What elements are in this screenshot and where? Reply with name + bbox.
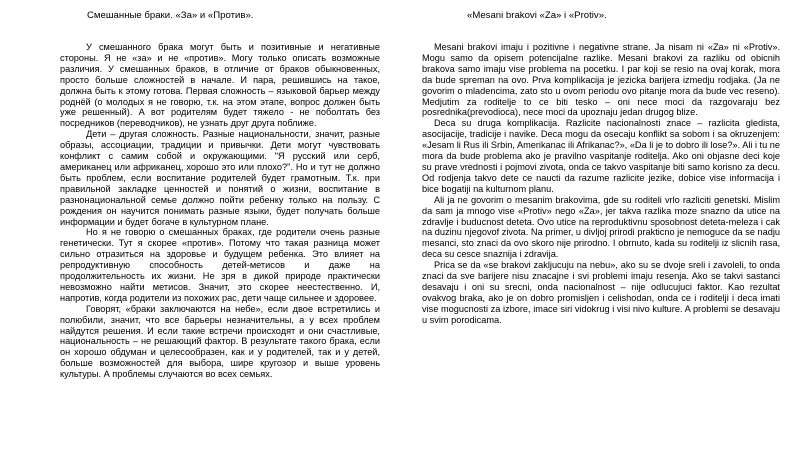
russian-title: Смешанные браки. «За» и «Против». (87, 10, 254, 21)
russian-paragraph-1: У смешанного брака могут быть и позитивные и негативные стороны. Я не «за» и не «против». Могу только описать возможные различия. У смешанных браков, в отличие от браков обыкновенных, просто больше сложностей в начале. И пара, решившись на такое, должна быть к этому готова. Первая сложность – языковой барьер между роднёй (о молодых я не говорю, т.к. на этом этапе, вопрос должен быть уже решенный). А вот родителям будет тяжело - не поболтать без посредников (переводчиков), не узнать друг друга поближе. (60, 42, 380, 129)
russian-paragraph-2: Дети – другая сложность. Разные национальности, значит, разные образы, ассоциации, традиции и привычки. Дети могут чувствовать конфликт с самим собой и окружающими. "Я русский или серб, американец или африканец, хорошо это или плохо?". Но и тут не должно быть проблем, если воспитание родителей будет грамотным. Т.к. при правильной закладке ценностей и понятий о жизни, воспитание в разнонациональной семье должно пойти ребенку только на пользу. С рождения он научится понимать разные языки, будет получать больше информации и будет богаче в культурном плане. (60, 129, 380, 227)
serbian-body (422, 42, 780, 326)
russian-body (60, 42, 380, 380)
serbian-paragraph-2: Deca su druga komplikacija. Razlicite nacionalnosti znace – razlicita gledista, asocijacije, tradicije i navike. Deca mogu da osecaju konflikt sa sobom i sa okruzenjem: «Jesam li Rus ili Srbin, Amerikanac ili Afrikanac?», «Da li je to dobro ili lose?». Ali i tu ne mora da bude problema ako je pravilno vaspitanje roditelja. Ako oni objasne deci koje su prave vrednosti i pojmovi zivota, onda ce takvo vaspitanje biti samo korisno za decu. Od rodjenja takvo dete ce naucti da razume razlicite jezike, dobice vise informacija i bice bogatiji na kulturnom planu. (422, 118, 780, 194)
serbian-paragraph-4: Prica se da «se brakovi zakljucuju na nebu», ako su se dvoje sreli i zavoleli, to onda znaci da sve barijere nisu znacajne i svi problemi imaju resenja. Ako se takvi sastanci desavaju i oni su srecni, onda nacionalnost – nije odlucujuci faktor. Kao rezultat ovakvog braka, ako je on dobro promisljen i celishodan, onda ce i roditelji i deca imati vise mogucnosti za izbore, imace siri vidokrug i visi nivo kulture. A problemi se desavaju u svim porodicama. (422, 260, 780, 325)
serbian-paragraph-1: Mesani brakovi imaju i pozitivne i negativne strane. Ja nisam ni «Za» ni «Protiv». Mogu samo da opisem potencijalne razlike. Mesani brakovi za razliku od obicnih brakova samo imaju vise problema na pocetku. I par koji se resio na ovaj korak, mora da bude spreman na ovo. Prva komplikacija je jezicka barijera izmedju rodjaka. (Ja ne govorim o mladencima, zato sto u ovom periodu ovo pitanje mora da bude vec reseno). Medjutim za roditelje to ce biti tesko – oni nece moci da razgovaraju bez posrednika(prevodioca), nece moci da upoznaju jedan drugog blize. (422, 42, 780, 118)
serbian-title: «Mesani brakovi «Za» i «Protiv». (467, 10, 607, 21)
russian-paragraph-3: Но я не говорю о смешанных браках, где родители очень разные генетически. Тут я скорее «против». Потому что такая разница может сильно отразиться на здоровье и будущем ребенка. Это влияет на репродуктивную способность детей-метисов и даже на продолжительность их жизни. Не зря в дикой природе практически невозможно найти метисов. Значит, это скорее неестественно. И, напротив, когда родители из похожих рас, дети чаще сильнее и здоровее. (60, 227, 380, 303)
serbian-paragraph-3: Ali ja ne govorim o mesanim brakovima, gde su roditeli vrlo razliciti genetski. Mislim da sam ja mnogo vise «Protiv» nego «Za», jer takva razlika moze snazno da utice na zdravlje i buducnost deteta. Ovo utice na reproduktivnu sposobnost deteta-meleza i cak na duzinu njegovof zivota. Na primer, u divljoj prirodi prakticno je nemoguce da se nadju mesanci, sto znaci da ovo skoro nije prirodno. I obrnuto, kada su roditelji iz slicnih rasa, deca su cesce snaznija i zdravija. (422, 194, 780, 260)
russian-paragraph-4: Говорят, «браки заключаются на небе», если двое встретились и полюбили, значит, что все барьеры незначительны, а у всех проблем найдутся решения. И если такие встречи происходят и они счастливые, национальность – не решающий фактор. В результате такого брака, если он хорошо обдуман и целесообразен, как и у родителей, так и у детей, больше возможностей для выбора, шире кругозор и выше уровень культуры. А проблемы случаются во всех семьях. (60, 303, 380, 380)
